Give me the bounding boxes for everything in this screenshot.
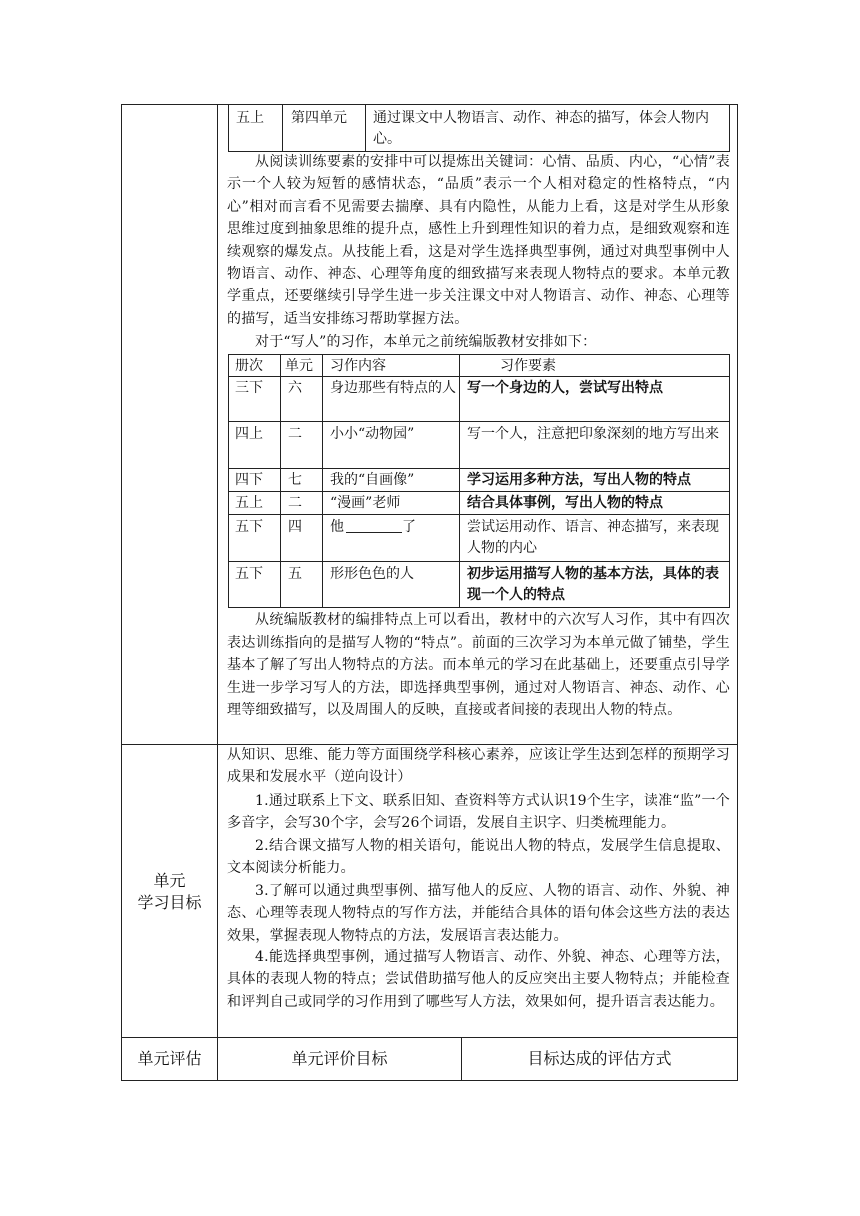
outer-right-border	[737, 104, 738, 1081]
table-row-unit: 四	[288, 519, 302, 535]
table-row-book: 五下	[235, 566, 263, 582]
table-row-element: 初步运用描写人物的基本方法，具体的表现一个人的特点	[467, 566, 719, 603]
table-row-content: 形形色色的人	[330, 566, 414, 582]
outer-left-border	[121, 104, 122, 1081]
top-table-unit: 第四单元	[291, 110, 347, 126]
col-header-book: 册次	[235, 358, 263, 374]
table-row-content: 小小“动物园”	[330, 426, 415, 442]
goals-intro: 从知识、思维、能力等方面围绕学科核心素养，应该让学生达到怎样的预期学习成果和发展水平（逆向设计）	[227, 747, 730, 786]
paragraph-analysis: 从阅读训练要素的安排中可以提炼出关键词：心情、品质、内心，“心情”表示一个人较为短暂的感情状态，“品质”表示一个人相对稳定的性格特点，“内心”相对而言看不见需要去揣摩、具有内隐性，从能力上看，这是对学生从形象思维过度到抽象思维的提升点，感性上升到理性知识的着力点，是细致观察和连续观察的爆发点。从技能上看，这是对学生选择典型事例，通过对典型事例中人物语言、动作、神态、心理等角度的细致描写来表现人物特点的要求。本单元教学重点，还要继续引导学生进一步关注课文中对人物语言、动作、神态、心理等的描写，适当安排练习帮助掌握方法。	[227, 154, 730, 327]
goal-item-4: 4.能选择典型事例，通过描写人物语言、动作、外貌、神态、心理等方法，具体的表现人物的特点；尝试借助描写他人的反应突出主要人物特点；并能检查和评判自己或同学的习作用到了哪些写人方法，效果如何，提升语言表达能力。	[227, 949, 730, 1010]
table-row-book: 五上	[235, 495, 263, 511]
assessment-label: 单元评估	[137, 1049, 202, 1068]
content-prefix: 他	[330, 519, 344, 535]
table-row-book: 四下	[235, 472, 263, 488]
table-row-book: 三下	[235, 380, 263, 396]
goals-label-line2: 学习目标	[137, 893, 202, 912]
table-row-element: 写一个身边的人，尝试写出特点	[467, 380, 663, 396]
column-divider	[217, 104, 218, 1081]
goal-item-1: 1.通过联系上下文、联系旧知、查资料等方式认识19个生字，读准“监”一个多音字，会写30个字，会写26个词语，发展自主识字、归类梳理能力。	[227, 793, 730, 832]
table-row-content: 我的“自画像”	[330, 472, 415, 488]
top-table-element: 通过课文中人物语言、动作、神态的描写，体会人物内心。	[373, 110, 709, 147]
goals-label-line1: 单元	[153, 871, 186, 890]
table-row-book: 五下	[235, 519, 263, 535]
goal-item-3: 3.了解可以通过典型事例、描写他人的反应、人物的语言、动作、外貌、神态、心理等表现人物特点的写作方法，并能结合具体的语句体会这些方法的表达效果，掌握表现人物特点的方法，发展语言表达能力。	[227, 883, 730, 944]
table-row-content	[330, 517, 456, 538]
table-row-unit: 五	[288, 566, 302, 582]
row-divider-assessment	[121, 1037, 738, 1038]
top-table-grade: 五上	[236, 110, 264, 126]
table-row-unit: 六	[288, 380, 302, 396]
table-row-unit: 二	[288, 426, 302, 442]
table-row-element: 结合具体事例，写出人物的特点	[467, 495, 663, 511]
outer-bottom-border	[121, 1080, 738, 1081]
paragraph-intro-table: 对于“写人”的习作，本单元之前统编版教材安排如下：	[255, 334, 597, 350]
table-row-unit: 二	[288, 495, 302, 511]
table-row-element: 学习运用多种方法，写出人物的特点	[467, 472, 691, 488]
table-row-element: 写一个人，注意把印象深刻的地方写出来	[467, 426, 719, 442]
outer-top-border	[121, 104, 738, 105]
goal-item-2: 2.结合课文描写人物的相关语句，能说出人物的特点，发展学生信息提取、文本阅读分析能力。	[227, 838, 730, 877]
table-row-content: 身边那些有特点的人	[330, 380, 456, 396]
paragraph-summary: 从统编版教材的编排特点上可以看出，教材中的六次写人习作，其中有四次表达训练指向的是描写人物的“特点”。前面的三次学习为本单元做了铺垫，学生基本了解了写出人物特点的方法。而本单元的学习在此基础上，还要重点引导学生进一步学习写人的方法，即选择典型事例，通过对人物语言、神态、动作、心理等细致描写，以及周围人的反映，直接或者间接的表现出人物的特点。	[227, 612, 730, 719]
assessment-col-method: 目标达成的评估方式	[527, 1049, 672, 1068]
col-header-unit: 单元	[285, 358, 313, 374]
assessment-col-target: 单元评价目标	[291, 1049, 388, 1068]
fill-in-blank	[346, 518, 402, 533]
col-header-element: 习作要素	[500, 358, 556, 374]
table-row-content: “漫画”老师	[330, 495, 401, 511]
table-row-element: 尝试运用动作、语言、神态描写，来表现人物的内心	[467, 519, 719, 556]
content-suffix: 了	[402, 519, 416, 535]
table-row-unit: 七	[288, 472, 302, 488]
table-row-book: 四上	[235, 426, 263, 442]
col-header-content: 习作内容	[330, 358, 386, 374]
